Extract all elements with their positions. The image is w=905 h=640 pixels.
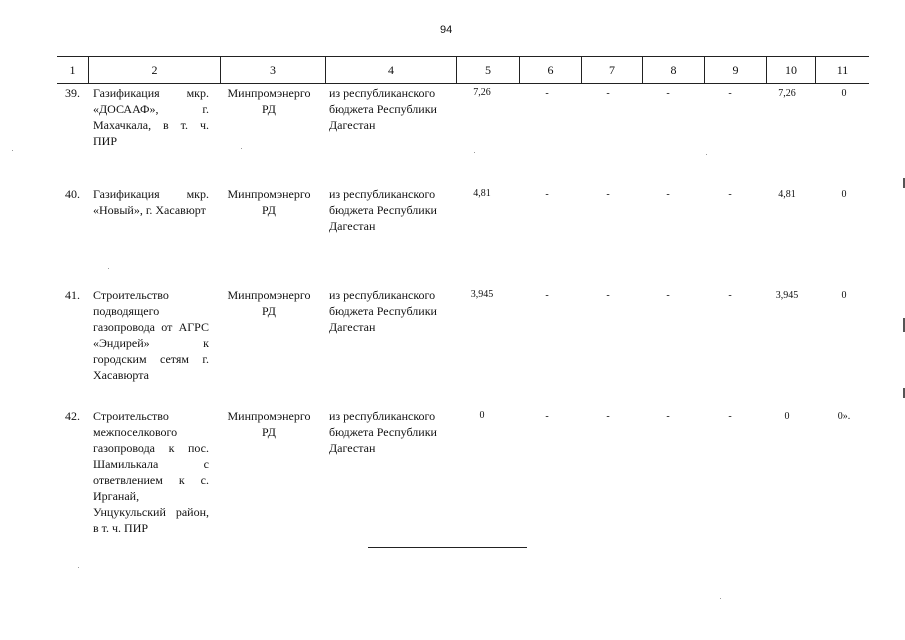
- project-name: Строительство подводящего газопровода от АГРС «Эндирей» к городским сетям г. Хасавюрта: [93, 288, 209, 382]
- closing-rule: [368, 547, 527, 548]
- col10-value: 0: [784, 411, 790, 422]
- scan-speck: [241, 148, 242, 149]
- funding-source: из республиканского бюджета Республики Дагестан: [329, 86, 437, 132]
- funding-source: из республиканского бюджета Республики Дагестан: [329, 187, 437, 233]
- col10-value: 7,26: [778, 88, 796, 99]
- project-name: Газификация мкр. «Новый», г. Хасавюрт: [93, 187, 209, 217]
- column-header-9: 9: [732, 63, 739, 77]
- col6-value: -: [545, 189, 549, 200]
- col11-value: 0: [841, 88, 847, 99]
- column-header-7: 7: [609, 63, 615, 77]
- col11-value: 0: [841, 189, 847, 200]
- table-header: [57, 56, 869, 84]
- total-amount: 7,26: [473, 87, 491, 98]
- scan-speck: [474, 152, 475, 153]
- col9-value: -: [728, 88, 732, 99]
- scan-speck: [12, 150, 13, 151]
- col8-value: -: [666, 290, 670, 301]
- col6-value: -: [545, 88, 549, 99]
- column-header-6: 6: [547, 63, 554, 77]
- row-number: 42.: [65, 409, 80, 423]
- row-number: 40.: [65, 187, 80, 201]
- column-header-2: 2: [151, 63, 158, 77]
- col7-value: -: [606, 411, 610, 422]
- col11-value: 0: [841, 290, 847, 301]
- col7-value: -: [606, 189, 610, 200]
- column-header-5: 5: [485, 63, 491, 77]
- total-amount: 0: [479, 410, 485, 421]
- col9-value: -: [728, 189, 732, 200]
- col11-value: 0».: [837, 411, 851, 422]
- row-number: 39.: [65, 86, 80, 100]
- col6-value: -: [545, 411, 549, 422]
- responsible-organization: Минпромэнерго РД: [227, 187, 311, 217]
- col8-value: -: [666, 411, 670, 422]
- column-header-8: 8: [670, 63, 677, 77]
- total-amount: 3,945: [470, 289, 494, 300]
- responsible-organization: Минпромэнерго РД: [227, 86, 311, 116]
- col7-value: -: [606, 88, 610, 99]
- column-header-11: 11: [836, 63, 849, 77]
- col10-value: 3,945: [775, 290, 799, 301]
- column-header-1: 1: [69, 63, 76, 77]
- scan-speck: [706, 154, 707, 155]
- column-header-4: 4: [388, 63, 394, 77]
- total-amount: 4,81: [473, 188, 491, 199]
- col7-value: -: [606, 290, 610, 301]
- col10-value: 4,81: [778, 189, 796, 200]
- col9-value: -: [728, 411, 732, 422]
- column-header-10: 10: [785, 63, 797, 77]
- responsible-organization: Минпромэнерго РД: [227, 288, 311, 318]
- column-header-3: 3: [270, 63, 276, 77]
- funding-source: из республиканского бюджета Республики Дагестан: [329, 288, 437, 334]
- scan-speck: [78, 567, 79, 568]
- scan-speck: [720, 598, 721, 599]
- project-name: Газификация мкр. «ДОСААФ», г. Махачкала, в т. ч. ПИР: [93, 86, 209, 148]
- responsible-organization: Минпромэнерго РД: [227, 409, 311, 439]
- col8-value: -: [666, 88, 670, 99]
- scan-speck: [108, 268, 109, 269]
- col8-value: -: [666, 189, 670, 200]
- funding-source: из республиканского бюджета Республики Дагестан: [329, 409, 437, 455]
- project-name: Строительство межпоселкового газопровода к пос. Шамилькала с ответвлением к с. Ирганай, Унцукульский район, в т. ч. ПИР: [93, 409, 209, 535]
- col9-value: -: [728, 290, 732, 301]
- row-number: 41.: [65, 288, 80, 302]
- col6-value: -: [545, 290, 549, 301]
- page-number: 94: [440, 24, 453, 36]
